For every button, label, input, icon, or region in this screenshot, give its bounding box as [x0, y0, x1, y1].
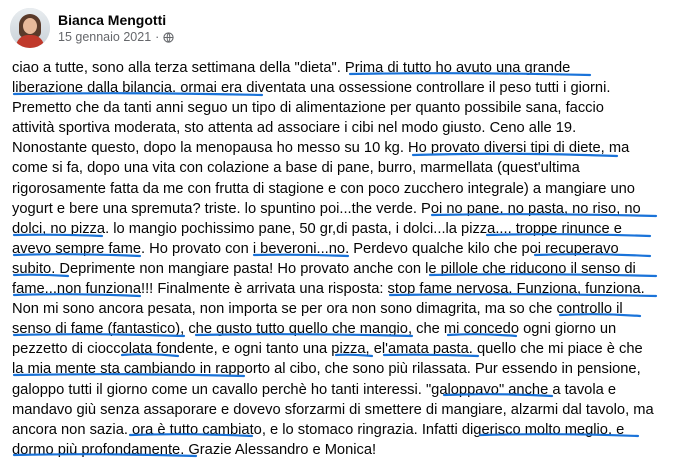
post-subline — [58, 29, 174, 46]
post-date[interactable]: 15 gennaio 2021 — [58, 29, 152, 44]
post-line: Nonostante questo, dopo la menopausa ho messo su 10 kg. Ho provato diversi tipi di diete, ma — [12, 140, 630, 157]
post-line: liberazione dalla bilancia. ormai era diventata una ossessione controllare il peso tutti i giorni. — [12, 80, 611, 97]
post-line: la mia mente sta cambiando in rapporto al cibo, che sono più rilassata. Pur essendo in pensione, — [12, 361, 641, 378]
post-line: dormo più profondamente. Grazie Alessandro e Monica! — [12, 441, 377, 458]
post-line: senso di fame (fantastico), che gusto tutto quello che mangio, che mi concedo ogni giorno un — [12, 321, 617, 338]
post-line: avevo sempre fame. Ho provato con i beveroni...no. Perdevo qualche kilo che poi recuperavo — [12, 240, 619, 257]
post-line: ciao a tutte, sono alla terza settimana della "dieta". Prima di tutto ho avuto una grande — [12, 60, 571, 76]
post-line: Premetto che da tanti anni seguo un tipo di alimentazione per quanto possibile sana, faccio — [12, 100, 604, 117]
post-line: galoppo tutti il giorno come un cavallo perchè ho tanti interessi. "galoppavo" anche a tavola e — [12, 381, 617, 398]
post-body — [12, 58, 672, 460]
avatar[interactable] — [10, 8, 50, 48]
post-line: dolci, no pizza. lo mangio pochissimo pane, 50 gr,di pasta, i dolci...la pizza.... troppe rinunce e — [12, 220, 622, 237]
post-meta — [58, 11, 174, 46]
post-line: rigorosamente fatta da me con frutta di stagione e con poco zucchero integrale) a mangiare uno — [12, 180, 635, 197]
post-line: yogurt e bere una spremuta? triste. lo spuntino poi...the verde. Poi no pane, no pasta, no riso, no — [12, 200, 641, 217]
post-line: come si fa, dopo una vita con colazione a base di pane, burro, marmellata (quest'ultima — [12, 160, 580, 177]
post-line: pezzetto di cioccolata fondente, e ogni tanto una pizza, el'amata pasta. quello che mi piace è che — [12, 341, 643, 358]
post-line: Non mi sono ancora pesata, non importa se per ora non sono dimagrita, ma so che controllo il — [12, 301, 623, 318]
globe-icon — [163, 32, 174, 43]
post-line: mandavo giù senza assaporare e dovevo sforzarmi di smettere di mangiare, alzarmi dal tavolo, ma — [12, 401, 654, 418]
separator: · — [155, 29, 160, 44]
post-header — [10, 6, 174, 50]
author-name[interactable]: Bianca Mengotti — [58, 11, 167, 28]
post-line: subito. Deprimente non mangiare pasta! Ho provato anche con le pillole che riducono il senso di — [12, 260, 636, 277]
post-line: attività sportiva moderata, sto attenta ad associare i cibi nel modo giusto. Ceno alle 19. — [12, 120, 577, 137]
post-line: ancora non sazia. ora è tutto cambiato, e lo stomaco ringrazia. Infatti digerisco molto meglio, e — [12, 421, 625, 438]
post-line: fame...non funziona!!! Finalmente è arrivata una risposta: stop fame nervosa. Funziona, funziona. — [12, 281, 645, 298]
